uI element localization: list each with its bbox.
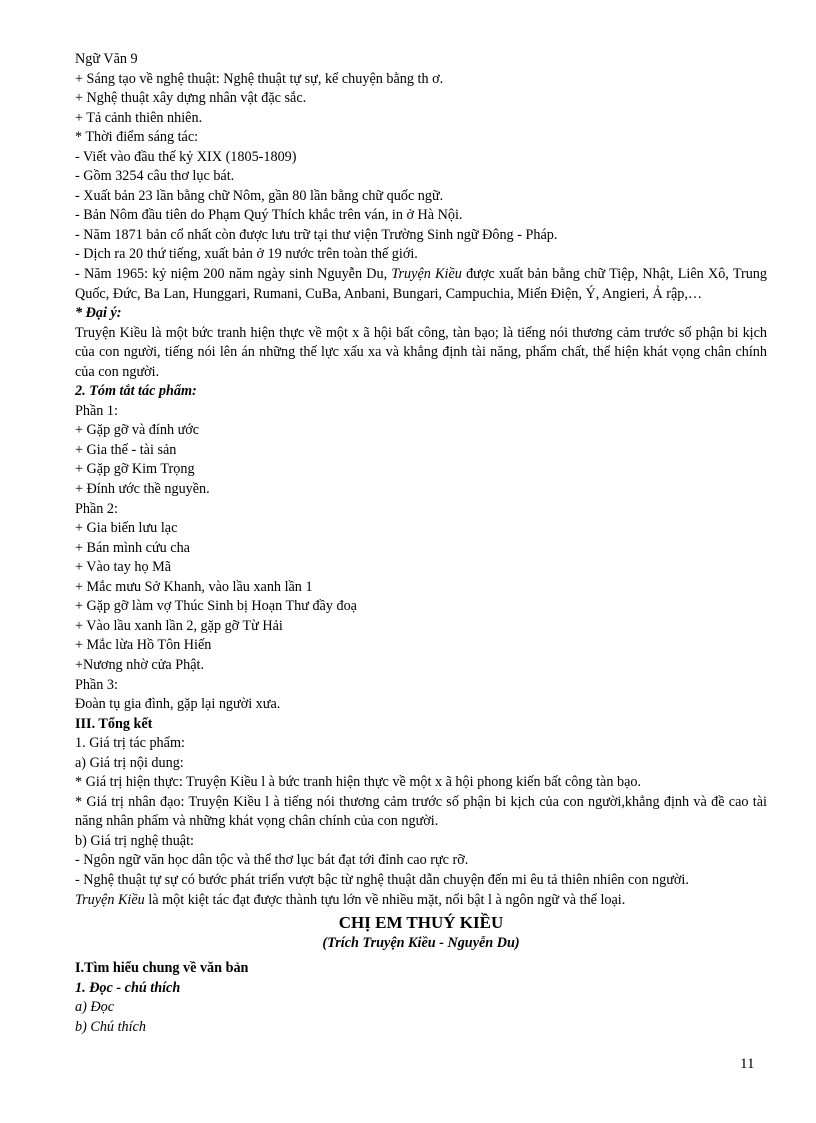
part1-label: Phần 1: xyxy=(75,402,118,419)
composition-item: - Viết vào đầu thế kỷ XIX (1805-1809) xyxy=(75,148,297,165)
part2-item: + Mắc lừa Hồ Tôn Hiến xyxy=(75,637,212,654)
composition-item: - Xuất bản 23 lần bằng chữ Nôm, gần 80 lần bằng chữ quốc ngữ. xyxy=(75,187,444,204)
value-heading: 1. Giá trị tác phẩm: xyxy=(75,735,185,752)
main-idea-text: Truyện Kiều là một bức tranh hiện thực về một x ã hội bất công, tàn bạo; là tiếng nói thương cảm trước số phận bi kịch của con người, tiếng nói lên án những thế lực xấu xa và khẳng định tài năng, phẩm chất, thể hiện khát vọng chân chính của con người. xyxy=(75,324,767,380)
art-value-item: - Nghệ thuật tự sự có bước phát triển vượt bậc từ nghệ thuật dẫn chuyện đến mi êu tả thiên nhiên con người. xyxy=(75,871,689,888)
realism-value: * Giá trị hiện thực: Truyện Kiều l à bức tranh hiện thực về một x ã hội phong kiến bất công tàn bạo. xyxy=(75,774,642,791)
art-item: + Sáng tạo về nghệ thuật: Nghệ thuật tự sự, kể chuyện bằng th ơ. xyxy=(75,70,444,87)
part2-item: + Gia biến lưu lạc xyxy=(75,520,178,537)
main-idea-heading: * Đại ý: xyxy=(75,305,122,322)
part1-item: + Gia thế - tài sản xyxy=(75,441,177,458)
content-heading: a) Giá trị nội dung: xyxy=(75,754,184,771)
anniversary-after: được xuất bản bằng chữ Tiệp, Nhật, Liên Xô, Trung Quốc, Đức, Ba Lan, Hunggari, Rumani, CuBa, Anbani, Bungari, Campuchia, Miến Điện, Ý, Angieri, Ả rập,… xyxy=(75,266,767,302)
part2-item: + Mắc mưu Sở Khanh, vào lầu xanh lần 1 xyxy=(75,578,313,595)
part1-item: + Gặp gỡ và đính ước xyxy=(75,422,200,439)
part1-item: + Đính ước thề nguyền. xyxy=(75,481,210,498)
art-item: + Nghệ thuật xây dựng nhân vật đặc sắc. xyxy=(75,90,307,107)
lesson-subtitle: (Trích Truyện Kiều - Nguyễn Du) xyxy=(322,935,520,952)
summary-heading: 2. Tóm tắt tác phẩm: xyxy=(75,383,197,400)
anniversary-paragraph xyxy=(75,265,767,304)
composition-heading: * Thời điểm sáng tác: xyxy=(75,129,199,146)
document-page xyxy=(75,50,767,1037)
lesson-item: a) Đọc xyxy=(75,999,115,1016)
lesson-section: I.Tìm hiểu chung về văn bản xyxy=(75,960,249,977)
lesson-item: b) Chú thích xyxy=(75,1018,146,1035)
composition-item: - Bản Nôm đầu tiên do Phạm Quý Thích khắc trên ván, in ở Hà Nội. xyxy=(75,207,463,224)
final-text: là một kiệt tác đạt được thành tựu lớn về nhiều mặt, nổi bật l à ngôn ngữ và thể loại. xyxy=(144,891,626,908)
anniversary-before: - Năm 1965: kỷ niệm 200 năm ngày sinh Nguyễn Du, xyxy=(75,266,392,283)
part2-item: +Nương nhờ cửa Phật. xyxy=(75,656,205,673)
final-title: Truyện Kiều xyxy=(75,891,145,908)
art-value-heading: b) Giá trị nghệ thuật: xyxy=(75,832,194,849)
composition-item: - Năm 1871 bản cổ nhất còn được lưu trữ tại thư viện Trường Sinh ngữ Đông - Pháp. xyxy=(75,226,558,243)
final-statement xyxy=(75,891,767,911)
page-header: Ngữ Văn 9 xyxy=(75,51,138,67)
humanism-value: * Giá trị nhân đạo: Truyện Kiều l à tiếng nói thương cảm trước số phận bi kịch của con người,khẳng định và đề cao tài năng nhân phẩm và những khát vọng chân chính của con người. xyxy=(75,793,767,830)
conclusion-heading: III. Tổng kết xyxy=(75,715,153,732)
composition-item: - Gồm 3254 câu thơ lục bát. xyxy=(75,168,235,185)
part2-item: + Bán mình cứu cha xyxy=(75,539,190,556)
art-item: + Tả cảnh thiên nhiên. xyxy=(75,109,203,126)
part3-item: Đoàn tụ gia đình, gặp lại người xưa. xyxy=(75,696,281,713)
lesson-title: CHỊ EM THUÝ KIỀU xyxy=(338,913,504,933)
part2-item: + Gặp gỡ làm vợ Thúc Sinh bị Hoạn Thư đầy đoạ xyxy=(75,598,357,615)
page-number: 11 xyxy=(740,1056,755,1072)
part1-item: + Gặp gỡ Kim Trọng xyxy=(75,461,195,478)
lesson-subsection: 1. Đọc - chú thích xyxy=(75,979,181,996)
art-value-item: - Ngôn ngữ văn học dân tộc và thể thơ lục bát đạt tới đỉnh cao rực rỡ. xyxy=(75,852,469,869)
part2-item: + Vào tay họ Mã xyxy=(75,559,172,576)
anniversary-title: Truyện Kiều xyxy=(391,266,462,283)
part3-label: Phần 3: xyxy=(75,676,118,693)
part2-label: Phần 2: xyxy=(75,500,118,517)
part2-item: + Vào lầu xanh lần 2, gặp gỡ Từ Hải xyxy=(75,617,283,634)
composition-item: - Dịch ra 20 thứ tiếng, xuất bản ở 19 nước trên toàn thế giới. xyxy=(75,246,418,263)
